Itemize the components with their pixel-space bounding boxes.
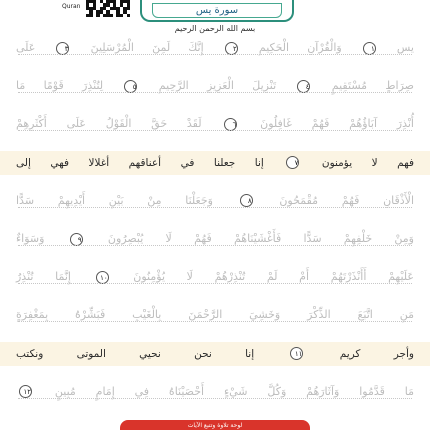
- ayah-line: [0, 36, 430, 60]
- ayah-number-marker: ٨: [240, 194, 253, 207]
- qr-label: Quran: [62, 3, 81, 10]
- ayah-number-marker: ١١: [290, 347, 303, 360]
- surah-title-frame: [140, 0, 294, 22]
- qr-cell: [127, 14, 130, 17]
- ayah-line-text: فهم لا يؤمنون ٧ إنا جعلنا في أعناقهم أغلالا فهي إلى: [16, 156, 414, 169]
- ayah-line: [0, 74, 430, 98]
- tracing-guide-line: [18, 321, 412, 322]
- ayah-number-marker: ٧: [286, 156, 299, 169]
- ayah-number-marker: ٦: [224, 118, 237, 131]
- ayah-line-text: مَنِ اتَّبَعَ الذِّكْرَ وَخَشِيَ الرَّحْمَنَ بِالْغَيْبِ فَبَشِّرْهُ بِمَغْفِرَةٍ: [16, 308, 414, 322]
- ayah-number-marker: ٤: [297, 80, 310, 93]
- ayah-line-text: مَا قَدَّمُوا وَآثَارَهُمْ وَكُلَّ شَيْءٍ أَحْصَيْنَاهُ فِي إِمَامٍ مُبِينٍ ١٢: [16, 383, 414, 401]
- ayah-line-text: وَمِنْ خَلْفِهِمْ سَدًّا فَأَغْشَيْنَاهُمْ فَهُمْ لَا يُبْصِرُونَ ٩ وَسَوَاءٌ: [16, 232, 414, 245]
- ayah-number-marker: ١: [363, 42, 376, 55]
- tracing-guide-line: [18, 398, 412, 399]
- tracing-guide-line: [18, 207, 412, 208]
- qr-code-icon: [86, 0, 130, 17]
- ayah-line: [0, 112, 430, 136]
- surah-title: سورة يس: [152, 3, 282, 18]
- tracing-guide-line: [18, 92, 412, 93]
- ayah-line: [0, 380, 430, 404]
- ayah-line: [0, 342, 430, 366]
- tracing-guide-line: [18, 54, 412, 55]
- ayah-number-marker: ٩: [70, 233, 83, 246]
- ayah-number-marker: ١٠: [96, 271, 109, 284]
- tracing-guide-line: [18, 130, 412, 131]
- tracing-guide-line: [18, 245, 412, 246]
- qr-cell: [110, 14, 113, 17]
- ayah-line-text: عَلَيْهِمْ أَأَنْذَرْتَهُمْ أَمْ لَمْ تُنْذِرْهُمْ لَا يُؤْمِنُونَ ١٠ إِنَّمَا تُنْذِرُ: [16, 270, 414, 284]
- qr-cell: [120, 14, 123, 17]
- ayah-line: [0, 265, 430, 289]
- ayah-number-marker: ٢: [225, 42, 238, 55]
- ayah-number-marker: ٣: [56, 42, 69, 55]
- qr-cell: [96, 14, 99, 17]
- ayah-line-text: يس ١ وَالْقُرْآنِ الْحَكِيمِ ٢ إِنَّكَ لَمِنَ الْمُرْسَلِينَ ٣ عَلَى: [16, 41, 414, 54]
- ayah-line-text: أُنْذِرَ آبَاؤُهُمْ فَهُمْ غَافِلُونَ ٦ لَقَدْ حَقَّ الْقَوْلُ عَلَى أَكْثَرِهِمْ: [16, 117, 414, 131]
- ayah-line: [0, 303, 430, 327]
- qr-cell: [89, 14, 92, 17]
- ayah-number-marker: ٥: [124, 80, 137, 93]
- footer-banner: لوحة تلاوة وتتبع الآيات: [120, 420, 310, 430]
- ayah-line: [0, 227, 430, 251]
- ayah-line-text: صِرَاطٍ مُسْتَقِيمٍ ٤ تَنْزِيلَ الْعَزِيزِ الرَّحِيمِ ٥ لِتُنْذِرَ قَوْمًا مَا: [16, 79, 414, 93]
- qr-cell: [127, 7, 130, 10]
- ayah-line-text: الْأَذْقَانِ فَهُمْ مُقْمَحُونَ ٨ وَجَعَلْنَا مِنْ بَيْنِ أَيْدِيهِمْ سَدًّا: [16, 193, 415, 207]
- ayah-line: [0, 151, 430, 175]
- ayah-line: [0, 189, 430, 213]
- ayah-line-text: وأجر كريم ١١ إنا نحن نحيي الموتى ونكتب: [16, 347, 414, 360]
- tracing-guide-line: [18, 283, 412, 284]
- basmala: بسم الله الرحمن الرحيم: [174, 24, 256, 33]
- ayah-number-marker: ١٢: [19, 385, 32, 398]
